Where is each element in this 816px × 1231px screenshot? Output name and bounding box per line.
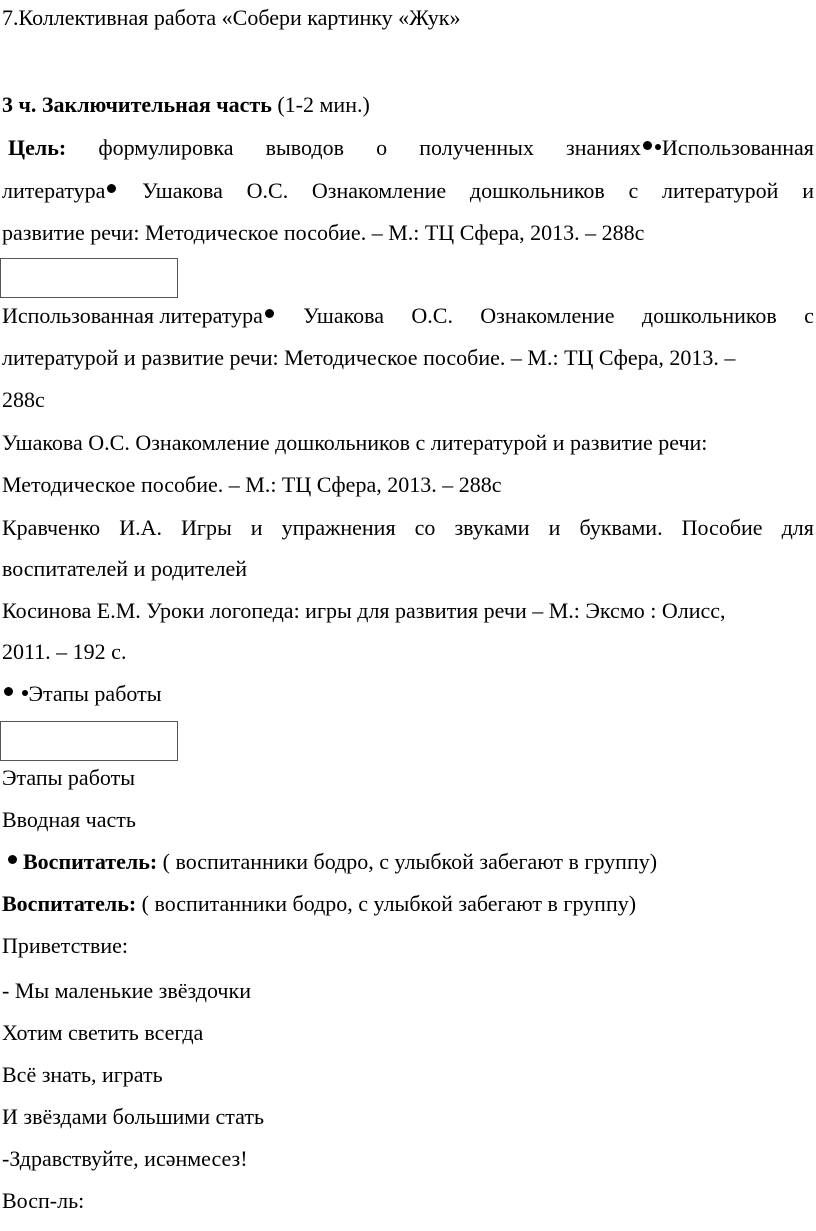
reference-text: Методическое пособие. – М.: ТЦ Сфера, 2013. – 288с <box>2 472 502 497</box>
reference-word: Ознакомление <box>480 303 615 328</box>
references-heading-inline: Использованная <box>661 135 814 160</box>
reference-word: дошкольников <box>641 303 777 328</box>
empty-image-placeholder <box>0 258 178 298</box>
text-line-reference-2c <box>2 385 814 415</box>
goal-word-with-bullets <box>566 133 814 163</box>
bullet-icon <box>265 309 274 318</box>
reference-word: дошкольников <box>469 178 605 203</box>
text-line-reference-1a <box>2 176 814 206</box>
reference-word: и <box>548 515 561 540</box>
text-line-teacher-1 <box>2 847 814 877</box>
teacher-remark: ( воспитанники бодро, с улыбкой забегают в группу) <box>136 891 637 916</box>
reference-text: воспитателей и родителей <box>2 556 248 581</box>
reference-word: буквами. <box>579 515 663 540</box>
text-line-poem-1 <box>2 976 814 1006</box>
text-line-activity-7 <box>2 3 814 33</box>
text-line-greeting <box>2 1144 814 1174</box>
reference-word: и <box>250 515 263 540</box>
text-line-poem-3 <box>2 1060 814 1090</box>
teacher-short-label: Восп-ль: <box>2 1188 85 1213</box>
poem-line: Всё знать, играть <box>2 1062 163 1087</box>
reference-word: со <box>414 515 436 540</box>
bullet-icon <box>4 687 13 696</box>
text-line-reference-1b <box>2 218 814 248</box>
section-duration: (1-2 мин.) <box>271 92 370 117</box>
text-line-reference-2b <box>2 343 814 373</box>
text-line-intro-part <box>2 805 814 835</box>
reference-word: Кравченко <box>2 515 101 540</box>
reference-word: с <box>628 178 639 203</box>
text-line-teacher-short <box>2 1186 814 1216</box>
goal-word: выводов <box>265 135 344 160</box>
text-line-reference-5b <box>2 637 814 667</box>
intro-part-heading: Вводная часть <box>2 807 136 832</box>
references-label: литература <box>2 178 106 203</box>
goal-word: знаниях <box>566 135 641 160</box>
teacher-label: Воспитатель: <box>2 891 137 916</box>
stages-heading: Этапы работы <box>28 681 162 706</box>
reference-word: для <box>781 515 814 540</box>
bullet-icon <box>107 184 116 193</box>
bullet-icon <box>8 855 17 864</box>
text-line-teacher-2 <box>2 889 814 919</box>
reference-text: 288с <box>2 387 45 412</box>
reference-word: Игры <box>181 515 232 540</box>
teacher-remark: ( воспитанники бодро, с улыбкой забегают в группу) <box>157 849 658 874</box>
reference-word: О.С. <box>246 178 289 203</box>
text-line-stages <box>2 763 814 793</box>
text-line-greeting-label <box>2 931 814 961</box>
greeting-text: -Здравствуйте, исәнмесез! <box>2 1146 248 1171</box>
text-line-poem-4 <box>2 1102 814 1132</box>
poem-line: Хотим светить всегда <box>2 1020 204 1045</box>
reference-word: звуками <box>454 515 530 540</box>
text-line-reference-3b <box>2 470 814 500</box>
reference-word: упражнения <box>281 515 396 540</box>
text-line-goal <box>8 133 814 163</box>
greeting-label: Приветствие: <box>2 933 128 958</box>
reference-text: Ушакова О.С. Ознакомление дошкольников с литературой и развитие речи: <box>2 430 708 455</box>
teacher-label: Воспитатель: <box>23 849 158 874</box>
reference-word: с <box>804 303 814 328</box>
poem-line: - Мы маленькие звёздочки <box>2 978 251 1003</box>
empty-image-placeholder <box>0 721 178 761</box>
goal-word: формулировка <box>98 135 234 160</box>
goal-word: полученных <box>419 135 534 160</box>
reference-text: развитие речи: Методическое пособие. – М.: ТЦ Сфера, 2013. – 288с <box>2 220 645 245</box>
section-heading-final-part: 3 ч. Заключительная часть <box>2 92 272 117</box>
text-line-poem-2 <box>2 1018 814 1048</box>
reference-word: и <box>802 178 814 203</box>
reference-word: Ушакова <box>303 303 385 328</box>
reference-word: литературой <box>662 178 779 203</box>
reference-text: Косинова Е.М. Уроки логопеда: игры для развития речи – М.: Эксмо : Олисс, <box>2 598 726 623</box>
text-line-stages-bulleted <box>2 679 814 709</box>
reference-word: Пособие <box>681 515 763 540</box>
reference-word: О.С. <box>411 303 453 328</box>
text-line-reference-4a <box>2 513 814 543</box>
text-line-reference-4b <box>2 554 814 584</box>
text-line-reference-3a <box>2 428 814 458</box>
text-line-reference-2a <box>2 301 814 331</box>
references-label: Использованная литература <box>2 303 263 328</box>
references-label-with-bullet <box>2 176 118 206</box>
bullet-icon <box>655 144 661 150</box>
goal-label: Цель: <box>8 135 67 160</box>
bullet-icon <box>643 141 652 150</box>
stages-heading: Этапы работы <box>2 765 135 790</box>
text-line-final-part <box>2 90 814 120</box>
goal-word: о <box>376 135 388 160</box>
poem-line: И звёздами большими стать <box>2 1104 264 1129</box>
activity-heading: 7.Коллективная работа «Собери картинку «Жук» <box>2 5 461 30</box>
reference-word: Ушакова <box>142 178 223 203</box>
reference-text: литературой и развитие речи: Методическое пособие. – М.: ТЦ Сфера, 2013. – <box>2 345 736 370</box>
reference-text: 2011. – 192 с. <box>2 639 127 664</box>
references-label-with-bullet <box>2 301 276 331</box>
reference-word: Ознакомление <box>311 178 447 203</box>
bullet-icon <box>22 690 28 696</box>
text-line-reference-5a <box>2 596 814 626</box>
reference-word: И.А. <box>119 515 162 540</box>
